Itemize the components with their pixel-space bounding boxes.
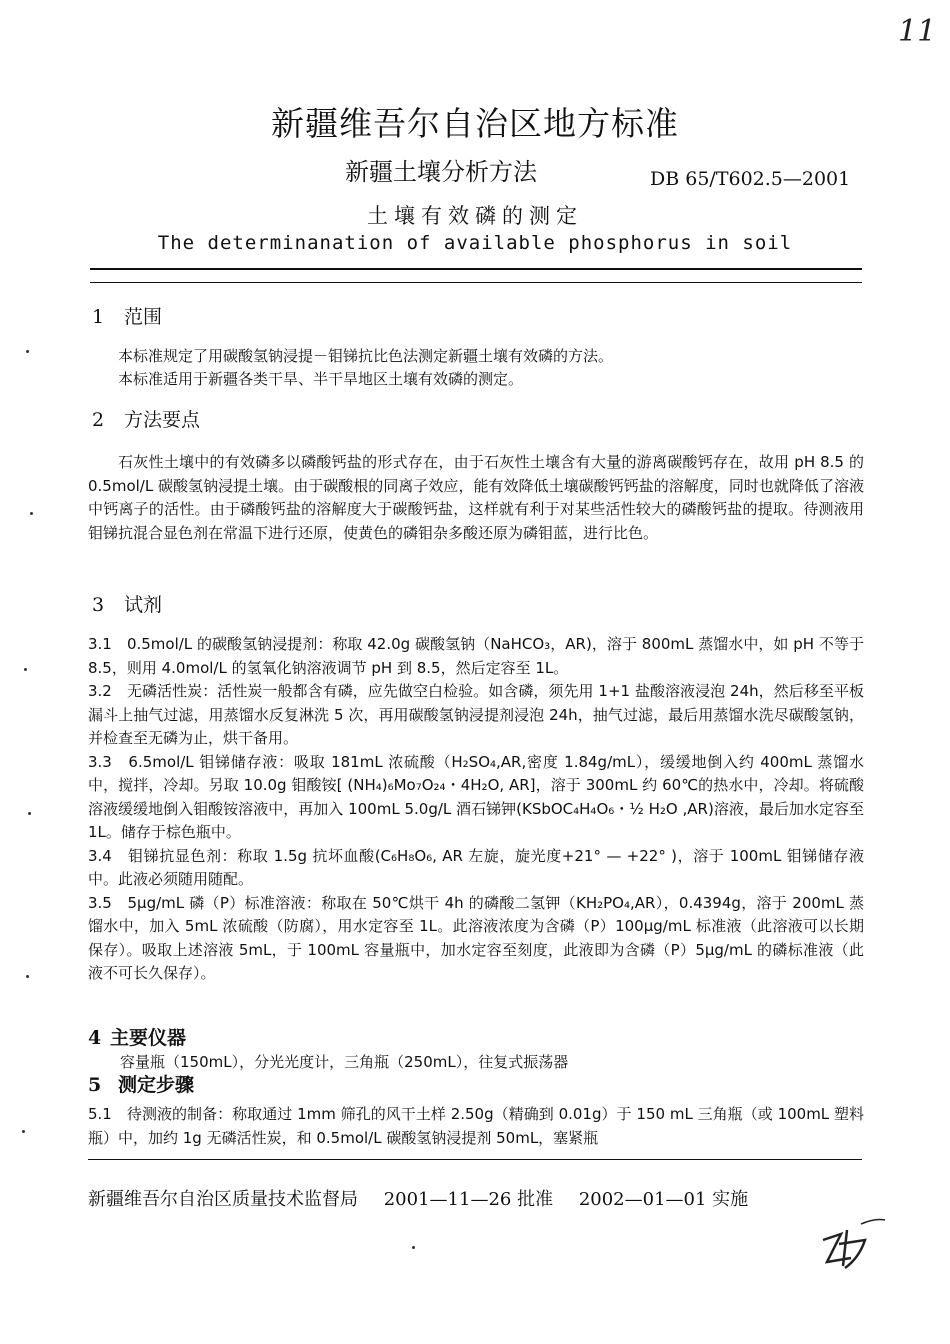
- section-4-heading: [88, 1023, 186, 1050]
- scan-speck: [26, 350, 29, 353]
- section-2-body: 石灰性土壤中的有效磷多以磷酸钙盐的形式存在，由于石灰性土壤含有大量的游离碳酸钙存在，故用 pH 8.5 的 0.5mol/L 碳酸氢钠浸提土壤。由于碳酸根的同离子效应，能有效降低土壤碳酸钙钙盐的溶解度，同时也就降低了溶液中钙离子的活性。由于磷酸钙盐的溶解度大于碳酸钙盐，这样就有利于对某些活性较大的磷酸钙盐的提取。待测液用钼锑抗混合显色剂在常温下进行还原，使黄色的磷钼杂多酸还原为磷钼蓝，进行比色。: [88, 453, 864, 542]
- scan-speck: [22, 1130, 25, 1133]
- main-title: 新疆维吾尔自治区地方标准: [271, 104, 679, 143]
- section-5-heading: [88, 1070, 194, 1097]
- section-title: 范围: [124, 306, 163, 328]
- section-3-heading: [92, 590, 162, 617]
- section-title: 测定步骤: [118, 1074, 195, 1096]
- footer: [88, 1185, 768, 1211]
- page-mark: 11: [898, 14, 937, 49]
- section-number: 5: [88, 1074, 102, 1096]
- document-title-cn: 土壤有效磷的测定: [367, 204, 583, 228]
- section-1-body: [118, 345, 864, 390]
- reagent-item: 3.2 无磷活性炭：活性炭一般都含有磷，应先做空白检验。如含磷，须先用 1+1 盐酸溶液浸泡 24h，然后移至平板漏斗上抽气过滤，用蒸馏水反复淋洗 5 次，再用碳酸氢钠浸提剂浸泡 24h，抽气过滤，最后用蒸馏水洗尽碳酸氢钠，并检查至无磷为止，烘干备用。: [88, 682, 864, 747]
- paragraph: 本标准适用于新疆各类干旱、半干旱地区土壤有效磷的测定。: [118, 369, 524, 388]
- scan-speck: [412, 1246, 415, 1249]
- section-number: 2: [92, 409, 105, 431]
- reagent-item: 3.3 6.5mol/L 钼锑储存液：吸取 181mL 浓硫酸（H₂SO₄,AR,密度 1.84g/mL），缓缓地倒入约 400mL 蒸馏水中，搅拌，冷却。另取 10.0g 钼酸铵[ (NH₄)₆Mo₇O₂₄・4H₂O, AR]，溶于 300mL 约 60℃的热水中，冷却。将硫酸溶液缓缓地倒入钼酸铵溶液中，再加入 100mL 5.0g/L 酒石锑钾(KSbOC₄H₄O₆・½ H₂O ,AR)溶液，最后加水定容至 1L。储存于棕色瓶中。: [88, 752, 864, 841]
- section-title: 方法要点: [124, 409, 201, 431]
- header-rule-thin: [90, 282, 862, 283]
- footer-issuer: 新疆维吾尔自治区质量技术监督局: [88, 1189, 358, 1210]
- scan-speck: [28, 812, 31, 815]
- footer-approved-date: 2001—11—26 批准: [383, 1189, 554, 1210]
- handwritten-signature: [815, 1210, 890, 1280]
- section-title: 主要仪器: [110, 1027, 187, 1049]
- footer-implemented-date: 2002—01—01 实施: [578, 1189, 749, 1210]
- section-4-body: 容量瓶（150mL），分光光度计，三角瓶（250mL），往复式振荡器: [120, 1053, 569, 1071]
- scan-speck: [26, 975, 29, 978]
- sub-title: 新疆土壤分析方法: [345, 158, 537, 186]
- reagent-item: 3.5 5μg/mL 磷（P）标准溶液：称取在 50℃烘干 4h 的磷酸二氢钾（KH₂PO₄,AR），0.4394g，溶于 200mL 蒸馏水中，加入 5mL 浓硫酸（防腐），用水定容至 1L。此溶液浓度为含磷（P）100μg/mL 标准液（此溶液可以长期保存）。吸取上述溶液 5mL，于 100mL 容量瓶中，加水定容至刻度，此液即为含磷（P）5μg/mL 的磷标准液（此液不可长久保存）。: [88, 893, 864, 982]
- header-rule-thick: [90, 268, 862, 270]
- scan-speck: [24, 668, 27, 671]
- section-1-heading: [92, 302, 162, 329]
- section-number: 1: [92, 306, 105, 328]
- reagent-item: 3.4 钼锑抗显色剂：称取 1.5g 抗坏血酸(C₆H₈O₆, AR 左旋，旋光度+21° — +22° )，溶于 100mL 钼锑储存液中。此液必须随用随配。: [88, 846, 864, 888]
- section-title: 试剂: [124, 594, 163, 616]
- section-5-body: 5.1 待测液的制备：称取通过 1mm 筛孔的风干土样 2.50g（精确到 0.01g）于 150 mL 三角瓶（或 100mL 塑料瓶）中，加约 1g 无磷活性炭，和 0.5mol/L 碳酸氢钠浸提剂 50mL，塞紧瓶: [88, 1105, 864, 1147]
- section-number: 3: [92, 594, 105, 616]
- section-3-items: [88, 633, 864, 986]
- paragraph: 本标准规定了用碳酸氢钠浸提－钼锑抗比色法测定新疆土壤有效磷的方法。: [118, 347, 614, 365]
- document-title-en: The determinanation of available phosphorus in soil: [157, 232, 793, 254]
- standard-code: DB 65/T602.5—2001: [650, 168, 851, 190]
- scan-speck: [30, 512, 33, 515]
- section-number: 4: [88, 1027, 102, 1049]
- footer-rule: [88, 1159, 862, 1160]
- section-2-heading: [92, 405, 200, 432]
- reagent-item: 3.1 0.5mol/L 的碳酸氢钠浸提剂：称取 42.0g 碳酸氢钠（NaHCO₃，AR)，溶于 800mL 蒸馏水中，如 pH 不等于 8.5，则用 4.0mol/L 的氢氧化钠溶液调节 pH 到 8.5，然后定容至 1L。: [88, 635, 864, 677]
